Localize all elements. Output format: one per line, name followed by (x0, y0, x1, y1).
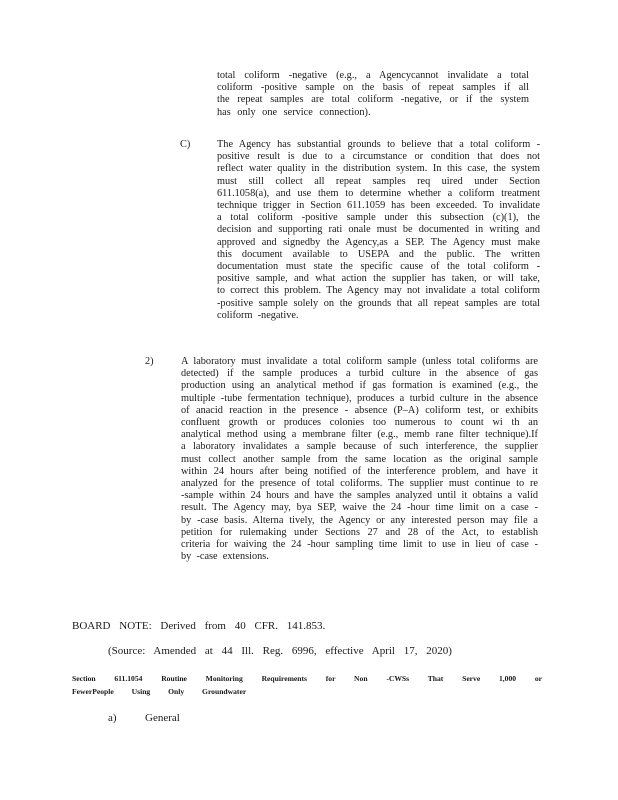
item-c-text: The Agency has substantial grounds to believe that a total coliform -positive result is due to a circumstance or condition that does not reflect water quality in the distribution system. In this case, the system must still collect all repeat samples req uired under Section 611.1058(a), and use them to determine whether a coliform treatment technique trigger in Section 611.1059 has been exceeded. To invalidate a total coliform -positive sample under this subsection (c)(1), the decision and supporting rati onale must be documented in writing and approved and signedby the Agency,as a SEP. The Agency must make this document available to USEPA and the public. The written documentation must state the specific cause of the total coliform -positive sample, and what action the supplier has taken, or will take, to correct this problem. The Agency may not invalidate a total coliform -positive sample solely on the grounds that all repeat samples are total coliform -negative. (217, 139, 540, 321)
source-note: (Source: Amended at 44 Ill. Reg. 6996, effective April 17, 2020) (108, 645, 452, 657)
section-heading-line-1: Section 611.1054 Routine Monitoring Requirements for Non -CWSs That Serve 1,000 or (72, 674, 542, 683)
subsection-a-marker: a) (108, 712, 117, 724)
item-c-marker: C) (180, 139, 191, 150)
item-2-text: A laboratory must invalidate a total coliform sample (unless total coliforms are detected) if the sample produces a turbid culture in the absence of gas production using an analytical method if gas formation is examined (e.g., the multiple -tube fermentation technique), produces a turbid culture in the absence of anacid reaction in the presence - absence (P–A) coliform test, or exhibits confluent growth or produces colonies too numerous to count wi th an analytical method using a membrane filter (e.g., memb rane filter technique).If a laboratory invalidates a sample because of such interference, the supplier must collect another sample from the same location as the original sample within 24 hours after being notified of the interference problem, and have it analyzed for the presence of total coliforms. The supplier must continue to re -sample within 24 hours and have the samples analyzed until it obtains a valid result. The Agency may, bya SEP, waive the 24 -hour time limit on a case -by -case basis. Alterna tively, the Agency or any interested person may file a petition for rulemaking under Sections 27 and 28 of the Act, to establish criteria for waiving the 24 -hour sampling time limit to use in lieu of case - by -case extensions. (181, 356, 538, 563)
board-note: BOARD NOTE: Derived from 40 CFR. 141.853. (72, 620, 326, 632)
subsection-a-label: General (145, 712, 180, 724)
paragraph-continuation: total coliform -negative (e.g., a Agencycannot invalidate a total coliform -positive sample on the basis of repeat samples if all the repeat samples are total coliform -negative, or if the system has only one service connection). (217, 70, 529, 118)
item-2-marker: 2) (145, 356, 154, 367)
section-heading-line-2: FewerPeople Using Only Groundwater (72, 687, 247, 696)
